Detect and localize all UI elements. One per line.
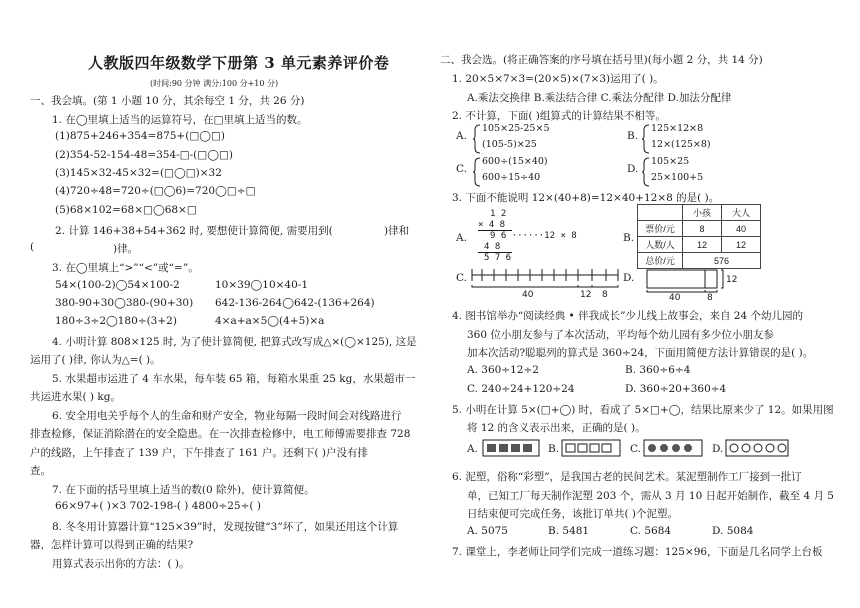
- r-q4-B: B. 360÷6÷4: [625, 364, 691, 376]
- r-q5-D-letter: D.: [712, 443, 724, 455]
- table-head-child: 小孩: [683, 205, 722, 221]
- table-row-price-adult: 40: [722, 221, 761, 237]
- l-q6-b: 排查检修，保证消除潜在的安全隐患。在一次排查检修中，电工师傅需要排查 728: [30, 428, 411, 440]
- table-row-price-label: 票价/元: [638, 221, 683, 237]
- r-q2-D-letter: D.: [627, 163, 639, 175]
- r-q2: 2. 不计算，下面( )组算式的计算结果不相等。: [452, 110, 666, 122]
- vert-line-4: 4 8: [478, 242, 512, 254]
- l-q3-1b: 10×39◯10×40-1: [215, 279, 309, 291]
- l-q5-b: 共运进水果( ) kg。: [30, 391, 121, 403]
- r-q6-b: 单，已知工厂每天制作泥塑 203 个，需从 3 月 10 日起开始制作，截至 4 月 5: [467, 490, 834, 502]
- r-q6-A: A. 5075: [467, 525, 508, 537]
- r-q2-A2: (105-5)×25: [482, 139, 537, 150]
- d-label-40: 40: [669, 293, 681, 301]
- section-2-title: 二、我会选。(将正确答案的序号填在括号里)(每小题 2 分，共 14 分): [440, 54, 763, 66]
- vert-line-5: 5 7 6: [484, 253, 512, 263]
- r-q2-C2: 600÷15÷40: [482, 172, 541, 183]
- c-label-40: 40: [522, 290, 534, 299]
- l-q1: 1. 在◯里填上适当的运算符号，在□里填上适当的数。: [52, 114, 308, 126]
- l-q3: 3. 在◯里填上“>”“<”或“=”。: [52, 262, 199, 274]
- r-q1: 1. 20×5×7×3=(20×5)×(7×3)运用了( )。: [452, 73, 664, 85]
- r-q2-A1: 105×25-25×5: [482, 123, 550, 134]
- table-row-count-adult: 12: [722, 237, 761, 253]
- l-q4-b: 运用了( )律, 你认为△=( )。: [30, 354, 161, 366]
- r-q5-A-diagram: [482, 438, 542, 458]
- r-q2-C-letter: C.: [456, 163, 467, 175]
- l-q2-b: )律和: [384, 225, 410, 237]
- vert-line-2: × 4 8: [478, 220, 512, 232]
- r-q2-D-brace: [642, 157, 650, 187]
- r-q4-c: 加本次活动?聪聪列的算式是 360÷24，下面用简便方法计算错误的是( )。: [467, 347, 814, 359]
- r-q6-a: 6. 泥塑，俗称“彩塑”，是我国古老的民间艺术。某泥塑制作工厂接到一批订: [452, 471, 802, 483]
- l-q1-5: (5)68×102=68×□◯68×□: [55, 204, 197, 216]
- l-q8-a: 8. 冬冬用计算器计算“125×39”时，发现按键“3”坏了，如果还用这个计算: [52, 521, 399, 533]
- r-q5-D-diagram: [725, 438, 791, 458]
- r-q6-c: 日结束便可完成任务，该批订单共( )个泥塑。: [467, 508, 679, 520]
- l-q7: 7. 在下面的括号里填上适当的数(0 除外)，使计算简便。: [52, 484, 315, 496]
- l-q5-a: 5. 水果超市运进了 4 车水果，每车装 65 箱，每箱水果重 25 kg，水果超市一: [52, 373, 416, 385]
- table-row-price-child: 8: [683, 221, 722, 237]
- r-q2-C1: 600÷(15×40): [482, 156, 548, 167]
- page-title: 人教版四年级数学下册第 3 单元素养评价卷: [88, 54, 390, 72]
- vert-line-1: 1 2: [490, 209, 507, 219]
- d-label-12: 12: [726, 275, 738, 285]
- section-1-title: 一、我会填。(第 1 小题 10 分，其余每空 1 分，共 26 分): [30, 95, 305, 107]
- r-q4-C: C. 240÷24+120÷24: [467, 383, 575, 395]
- l-q6-c: 户的线路，上午排查了 139 户，下午排查了 161 户。还剩下( )户没有排: [30, 447, 368, 459]
- r-q2-B2: 12×(125×8): [651, 139, 711, 150]
- exam-meta: (时间:90 分钟 满分:100 分+10 分): [150, 79, 279, 88]
- table-head-adult: 大人: [722, 205, 761, 221]
- l-q3-3a: 180÷3÷2◯180÷(3+2): [55, 315, 177, 327]
- table-row-count-label: 人数/人: [638, 237, 683, 253]
- r-q4-D: D. 360÷20+360÷4: [625, 383, 727, 395]
- l-q1-4: (4)720÷48=720÷(□◯6)=720◯□÷□: [55, 185, 256, 197]
- r-q6-D: D. 5084: [712, 525, 754, 537]
- r-q5-b: 将 12 的含义表示出来，正确的是( )。: [467, 422, 646, 434]
- r-q3-vertical-calc: [478, 209, 577, 264]
- l-q4-a: 4. 小明计算 808×125 时, 为了使计算简便, 把算式改写成△×(◯×125), 这是: [52, 336, 417, 348]
- l-q1-2: (2)354-52-154-48=354-□-(□◯□): [55, 149, 233, 161]
- l-q3-2a: 380-90+30◯380-(90+30): [55, 297, 194, 309]
- l-q8-b: 器，怎样计算可以得到正确的结果?: [30, 539, 194, 551]
- r-q2-B-brace: [642, 124, 650, 154]
- l-q7-items: 66×97+( )×3 702-198-( ) 4800÷25÷( ): [55, 500, 261, 512]
- l-q3-2b: 642-136-264◯642-(136+264): [215, 297, 375, 309]
- r-q2-D1: 105×25: [651, 156, 690, 167]
- r-q3-price-table: [637, 204, 761, 269]
- d-label-8: 8: [707, 293, 713, 301]
- r-q5-a: 5. 小明在计算 5×(□+◯) 时，看成了 5×□+◯，结果比原来少了 12。如果用图: [452, 404, 834, 416]
- vert-line-3: 9 6 ······12 × 8: [490, 231, 577, 241]
- l-q6-d: 查。: [30, 465, 51, 477]
- l-q1-3: (3)145×32-45×32=(□◯□)×32: [55, 167, 222, 179]
- l-q2-d: )律。: [113, 243, 139, 255]
- l-q8-c: 用算式表示出你的方法：( )。: [52, 558, 190, 570]
- r-q5-C-letter: C.: [630, 443, 641, 455]
- r-q6-B: B. 5481: [548, 525, 590, 537]
- r-q2-B1: 125×12×8: [651, 123, 704, 134]
- r-q3-D-diagram: [637, 265, 742, 301]
- l-q3-1a: 54×(100-2)◯54×100-2: [55, 279, 180, 291]
- r-q2-C-brace: [473, 157, 481, 187]
- r-q5-C-diagram: [643, 438, 705, 458]
- r-q1-opts: A.乘法交换律 B.乘法结合律 C.乘法分配律 D.加法分配律: [467, 92, 732, 104]
- l-q2-c: (: [30, 241, 35, 253]
- r-q6-C: C. 5684: [630, 525, 672, 537]
- c-label-8: 8: [602, 290, 608, 299]
- r-q5-A-letter: A.: [467, 443, 478, 455]
- r-q3-B-letter: B.: [623, 232, 635, 244]
- r-q5-B-letter: B.: [548, 443, 560, 455]
- l-q1-1: (1)875+246+354=875+(□◯□): [55, 130, 226, 142]
- r-q5-B-diagram: [561, 438, 623, 458]
- r-q4-A: A. 360÷12÷2: [467, 364, 539, 376]
- r-q4-b: 360 位小朋友参与了本次活动，平均每个幼儿园有多少位小朋友参: [467, 329, 774, 341]
- r-q3-A-letter: A.: [456, 232, 467, 244]
- table-row-total-label: 总价/元: [638, 253, 683, 269]
- table-row-count-child: 12: [683, 237, 722, 253]
- r-q2-A-letter: A.: [456, 130, 467, 142]
- r-q3-D-letter: D.: [623, 272, 635, 284]
- r-q3-C-diagram: [470, 263, 620, 299]
- r-q2-A-brace: [473, 124, 481, 154]
- r-q2-B-letter: B.: [627, 130, 639, 142]
- r-q2-D2: 25×100+5: [651, 172, 704, 183]
- l-q3-3b: 4×a+a×5◯(4+5)×a: [215, 315, 325, 327]
- r-q4-a: 4. 图书馆举办“阅读经典 • 伴我成长”少儿线上故事会，来自 24 个幼儿园的: [452, 310, 803, 322]
- table-row-total-value: 576: [683, 253, 761, 269]
- r-q3: 3. 下面不能说明 12×(40+8)=12×40+12×8 的是( )。: [452, 192, 720, 204]
- l-q2-a: 2. 计算 146+38+54+362 时, 要想使计算简便, 需要用到(: [55, 225, 333, 237]
- r-q7: 7. 课堂上，李老师让同学们完成一道练习题：125×96，下面是几名同学上台板: [452, 546, 823, 558]
- l-q6-a: 6. 安全用电关乎每个人的生命和财产安全，物业每隔一段时间会对线路进行: [52, 410, 402, 422]
- r-q3-C-letter: C.: [456, 272, 467, 284]
- c-label-12: 12: [580, 290, 592, 299]
